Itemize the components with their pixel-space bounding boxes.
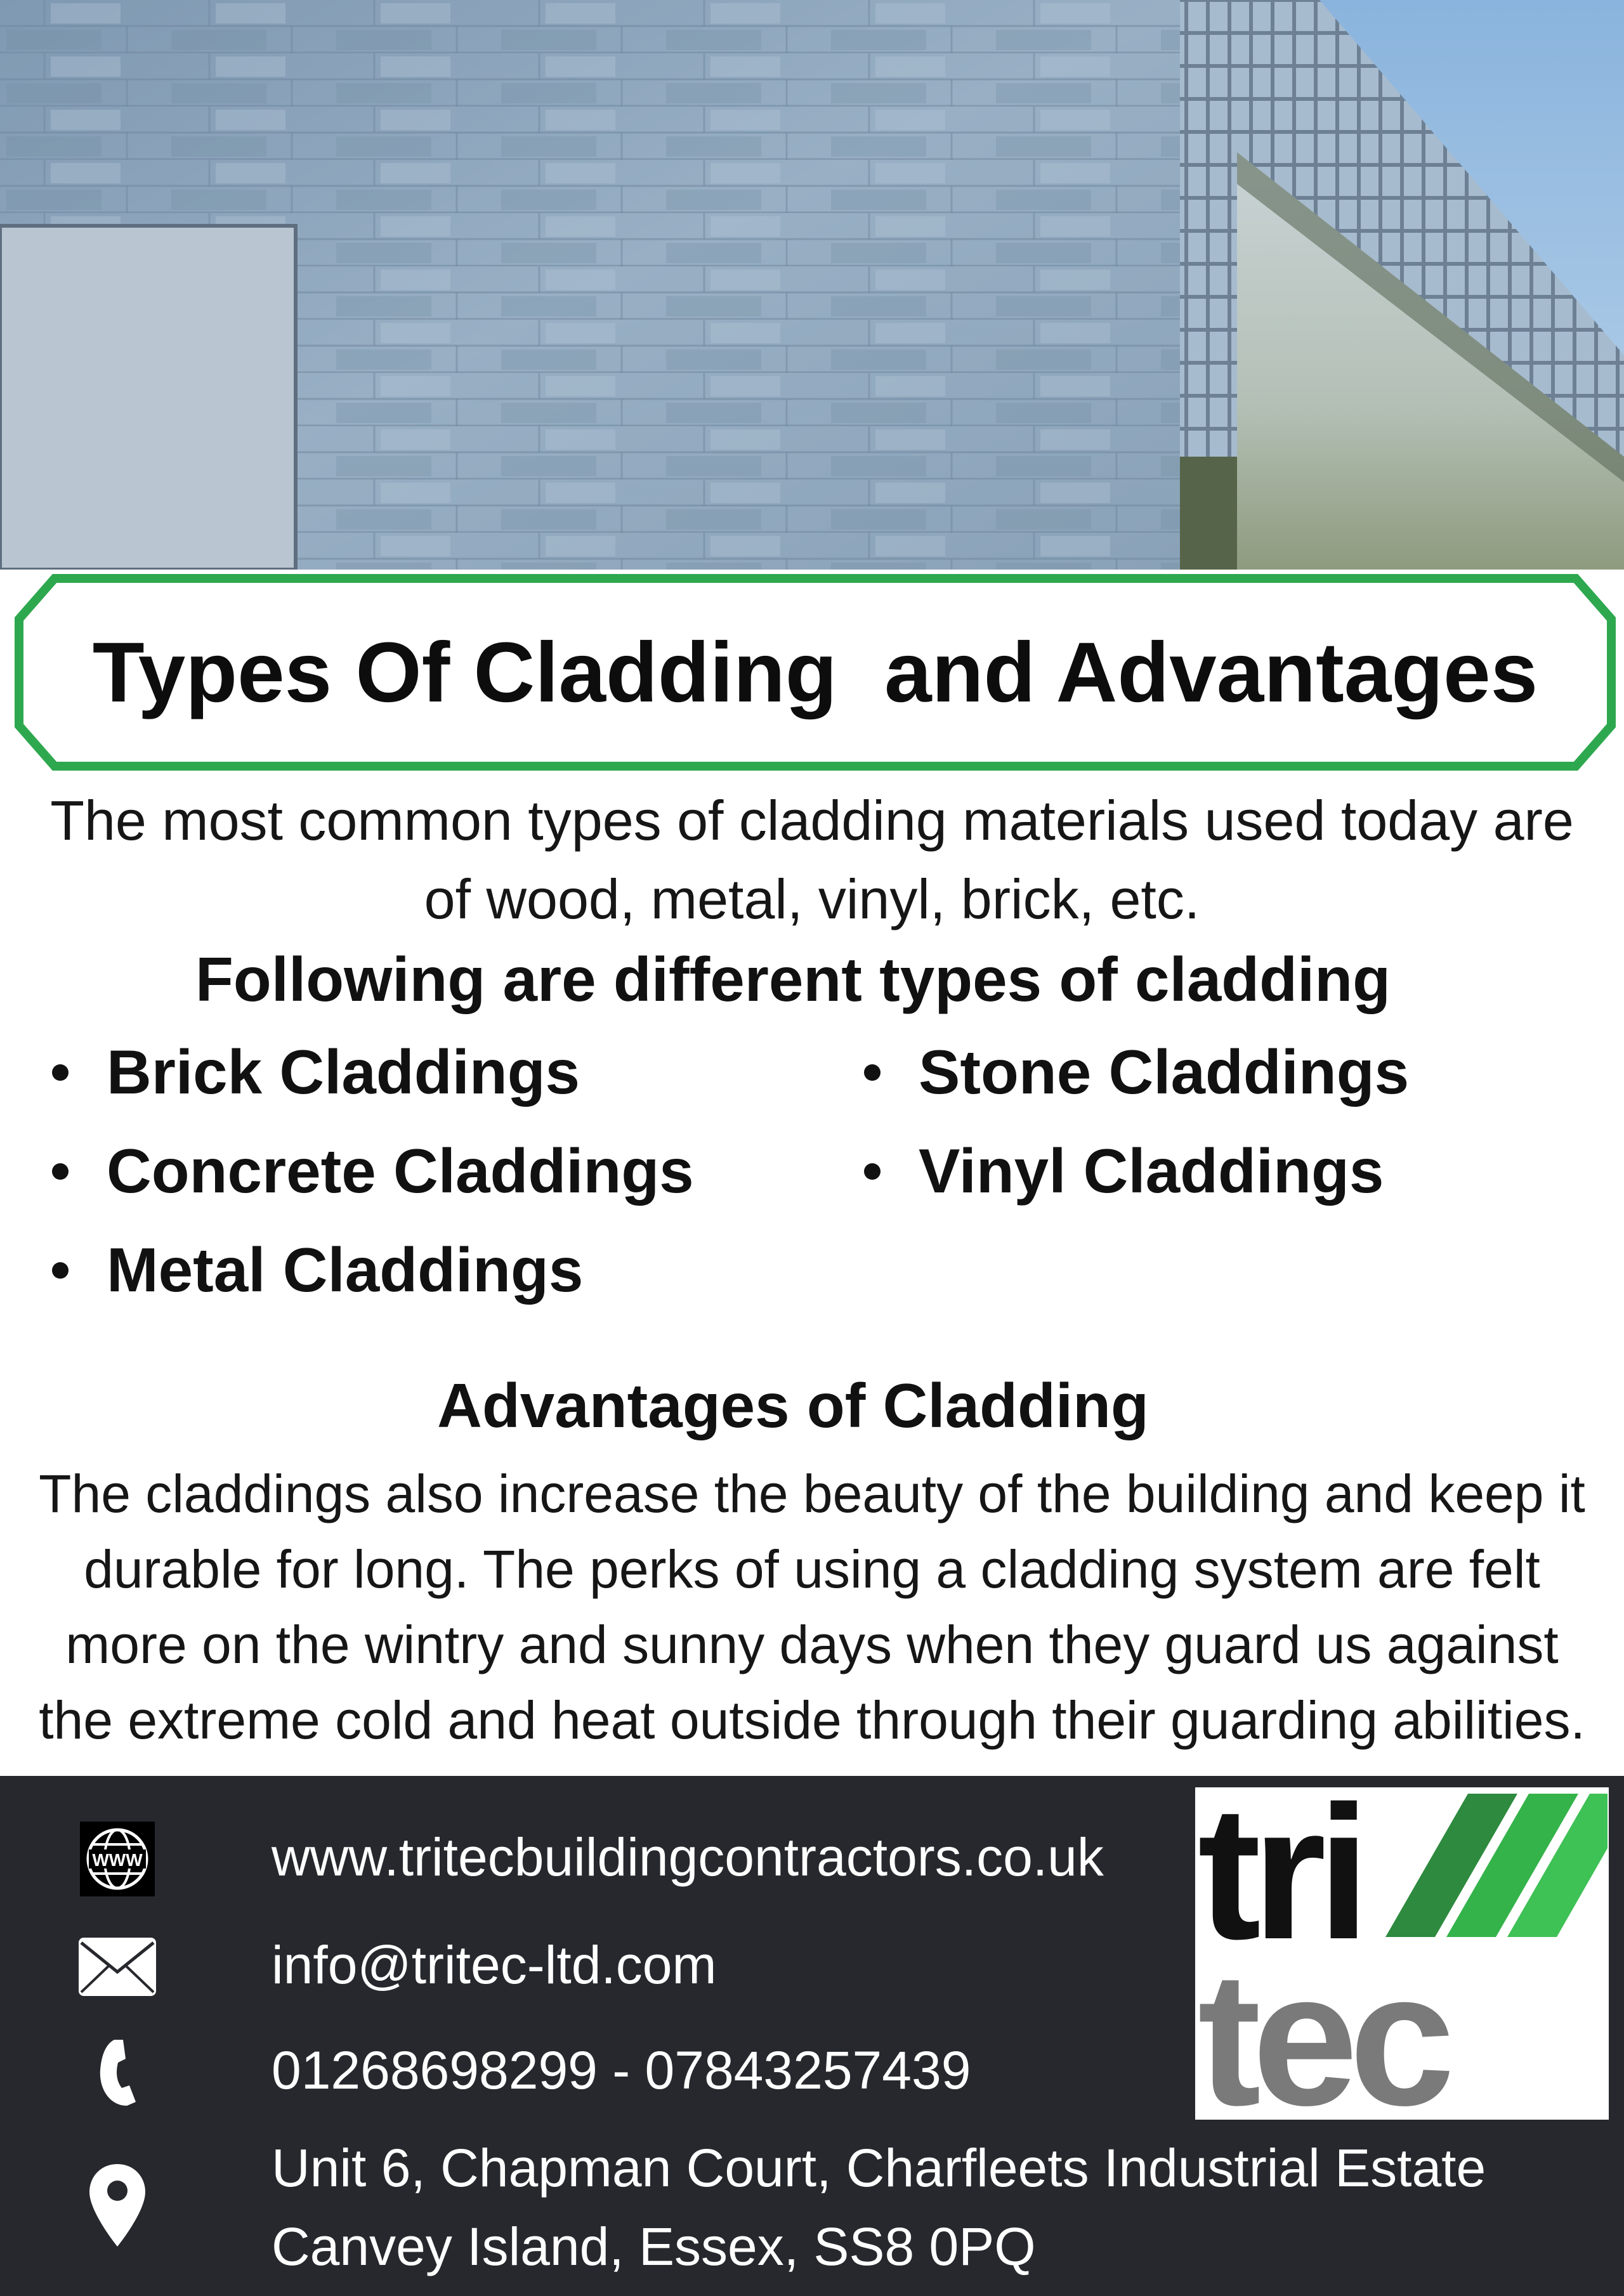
page-title: Types Of Cladding and Advantages — [92, 625, 1538, 720]
location-pin-icon — [76, 2164, 159, 2247]
advantages-paragraph — [0, 1456, 1624, 1758]
list-item-label: Metal Claddings — [107, 1235, 584, 1305]
bullet-icon — [864, 1064, 881, 1081]
phone-icon — [76, 2031, 159, 2113]
cladding-types-list — [0, 1036, 1624, 1353]
hero-photo — [0, 0, 1624, 570]
list-item — [864, 1036, 1409, 1108]
bullet-icon — [52, 1064, 69, 1081]
advantages-line: the extreme cold and heat outside through their guarding abilities. — [39, 1690, 1585, 1750]
address-line: Canvey Island, Essex, SS8 0PQ — [272, 2217, 1036, 2276]
envelope-icon — [76, 1926, 159, 2008]
tritec-logo-graphic — [1195, 1787, 1609, 2120]
address-line: Unit 6, Chapman Court, Charfleets Industrial Estate — [272, 2138, 1486, 2198]
bullet-icon — [52, 1262, 69, 1279]
website-link[interactable]: www.tritecbuildingcontractors.co.uk — [272, 1827, 1104, 1887]
title-banner — [14, 573, 1616, 771]
list-item-label: Brick Claddings — [107, 1037, 580, 1107]
intro-line: of wood, metal, vinyl, brick, etc. — [424, 868, 1200, 930]
logo-text-tec: tec — [1198, 1932, 1446, 2120]
list-item — [864, 1135, 1384, 1207]
bullet-icon — [864, 1163, 881, 1180]
intro-paragraph — [0, 781, 1624, 939]
advantages-line: The claddings also increase the beauty of the building and keep it — [39, 1464, 1585, 1523]
phone-numbers[interactable]: 01268698299 - 07843257439 — [272, 2040, 971, 2100]
address — [272, 2129, 1486, 2286]
list-item-label: Vinyl Claddings — [919, 1136, 1384, 1206]
advantages-heading: Advantages of Cladding — [437, 1371, 1149, 1440]
intro-line: The most common types of cladding materials used today are — [50, 789, 1574, 852]
list-item — [52, 1135, 694, 1207]
advantages-line: more on the wintry and sunny days when they guard us against — [65, 1615, 1559, 1674]
list-item — [52, 1234, 583, 1306]
list-item — [52, 1036, 580, 1108]
bullet-icon — [52, 1163, 69, 1180]
svg-text:WWW: WWW — [92, 1850, 143, 1870]
advantages-line: durable for long. The perks of using a cladding system are felt — [84, 1539, 1540, 1599]
email-link[interactable]: info@tritec-ltd.com — [272, 1935, 717, 1995]
logo-text-tri: tri — [1198, 1787, 1361, 1979]
building-cladding-image — [0, 0, 1624, 570]
www-globe-icon — [76, 1818, 159, 1900]
list-item-label: Concrete Claddings — [107, 1136, 694, 1206]
tritec-logo — [1195, 1787, 1609, 2120]
list-item-label: Stone Claddings — [919, 1037, 1410, 1107]
types-heading: Following are different types of cladding — [195, 944, 1391, 1014]
